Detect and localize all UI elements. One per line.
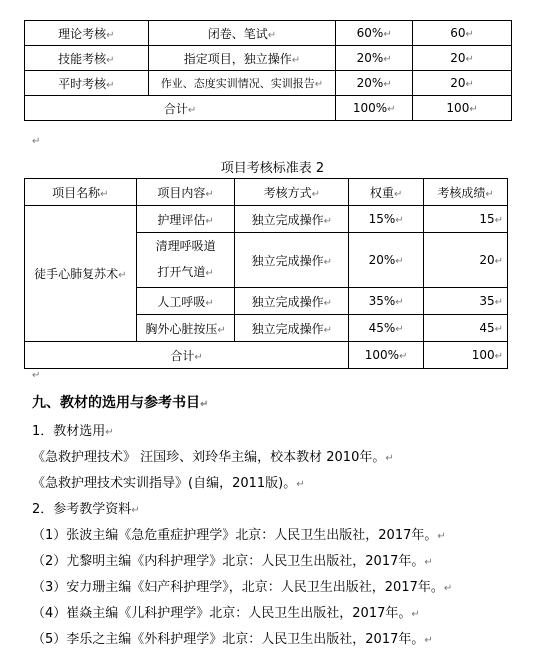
paragraph-mark: ↵ [32, 370, 41, 381]
paragraph-mark: ↵ [32, 136, 41, 147]
table-cell: 护理评估↵ [136, 206, 235, 233]
table-cell: 闭卷、笔试↵ [148, 21, 336, 46]
table-cell: 技能考核↵ [25, 46, 149, 71]
table-cell: 独立完成操作↵ [235, 233, 349, 288]
header-cell: 项目名称↵ [25, 179, 137, 206]
table-cell: 20%↵ [336, 46, 413, 71]
table-cell: 独立完成操作↵ [235, 206, 349, 233]
table-cell: 指定项目，独立操作↵ [148, 46, 336, 71]
table-cell: 20↵ [413, 71, 512, 96]
reference-item: （3）安力珊主编《妇产科护理学》，北京：人民卫生出版社，2017年。↵ [32, 580, 453, 595]
table-cell: 独立完成操作↵ [235, 288, 349, 315]
total-label-cell: 合计↵ [25, 96, 336, 121]
reference-item: （2）尤黎明主编《内科护理学》北京：人民卫生出版社，2017年。↵ [32, 554, 433, 569]
section-heading: 九、教材的选用与参考书目↵ [32, 395, 209, 411]
table-cell: 作业、态度实训情况、实训报告↵ [148, 71, 336, 96]
textbook-line-1: 《急救护理技术》 汪国珍、刘玲华主编，校本教材 2010年。↵ [32, 450, 394, 465]
table-caption: 项目考核标准表 2 [220, 161, 325, 176]
header-cell: 权重↵ [349, 179, 424, 206]
table-row [25, 21, 512, 46]
table-cell: 35↵ [424, 288, 508, 315]
table-cell: 清理呼吸道 打开气道↵ [136, 233, 235, 288]
table-cell: 60%↵ [336, 21, 413, 46]
table-total-row [25, 342, 508, 369]
table-cell: 20↵ [424, 233, 508, 288]
table-cell: 60↵ [413, 21, 512, 46]
table-cell: 15↵ [424, 206, 508, 233]
table-row [25, 46, 512, 71]
project-name-cell: 徒手心肺复苏术↵ [25, 206, 137, 342]
header-cell: 项目内容↵ [136, 179, 235, 206]
table-cell: 20↵ [413, 46, 512, 71]
table-cell: 35%↵ [349, 288, 424, 315]
table-cell: 20%↵ [336, 71, 413, 96]
textbook-line-2: 《急救护理技术实训指导》(自编，2011版)。↵ [32, 476, 305, 491]
table-cell: 45↵ [424, 315, 508, 342]
header-cell: 考核成绩↵ [424, 179, 508, 206]
total-weight-cell: 100%↵ [349, 342, 424, 369]
table-header-row [25, 179, 508, 206]
total-weight-cell: 100%↵ [336, 96, 413, 121]
assessment-table-2 [24, 178, 508, 369]
reference-item: （1）张波主编《急危重症护理学》北京：人民卫生出版社，2017年。↵ [32, 528, 446, 543]
subheading-textbook: 1．教材选用↵ [32, 424, 114, 439]
reference-item: （4）崔焱主编《儿科护理学》北京：人民卫生出版社，2017年。↵ [32, 606, 420, 621]
assessment-table-1 [24, 20, 512, 121]
table-total-row [25, 96, 512, 121]
reference-item: （5）李乐之主编《外科护理学》北京：人民卫生出版社，2017年。↵ [32, 632, 433, 647]
total-score-cell: 100↵ [424, 342, 508, 369]
header-cell: 考核方式↵ [235, 179, 349, 206]
total-score-cell: 100↵ [413, 96, 512, 121]
table-cell: 15%↵ [349, 206, 424, 233]
table-cell: 45%↵ [349, 315, 424, 342]
table-cell: 独立完成操作↵ [235, 315, 349, 342]
subheading-references: 2．参考教学资料↵ [32, 502, 140, 517]
table-cell: 平时考核↵ [25, 71, 149, 96]
table-row [25, 206, 508, 233]
table-cell: 20%↵ [349, 233, 424, 288]
total-label-cell: 合计↵ [25, 342, 349, 369]
table-cell: 理论考核↵ [25, 21, 149, 46]
table-cell: 人工呼吸↵ [136, 288, 235, 315]
table-cell: 胸外心脏按压↵ [136, 315, 235, 342]
table-row [25, 71, 512, 96]
